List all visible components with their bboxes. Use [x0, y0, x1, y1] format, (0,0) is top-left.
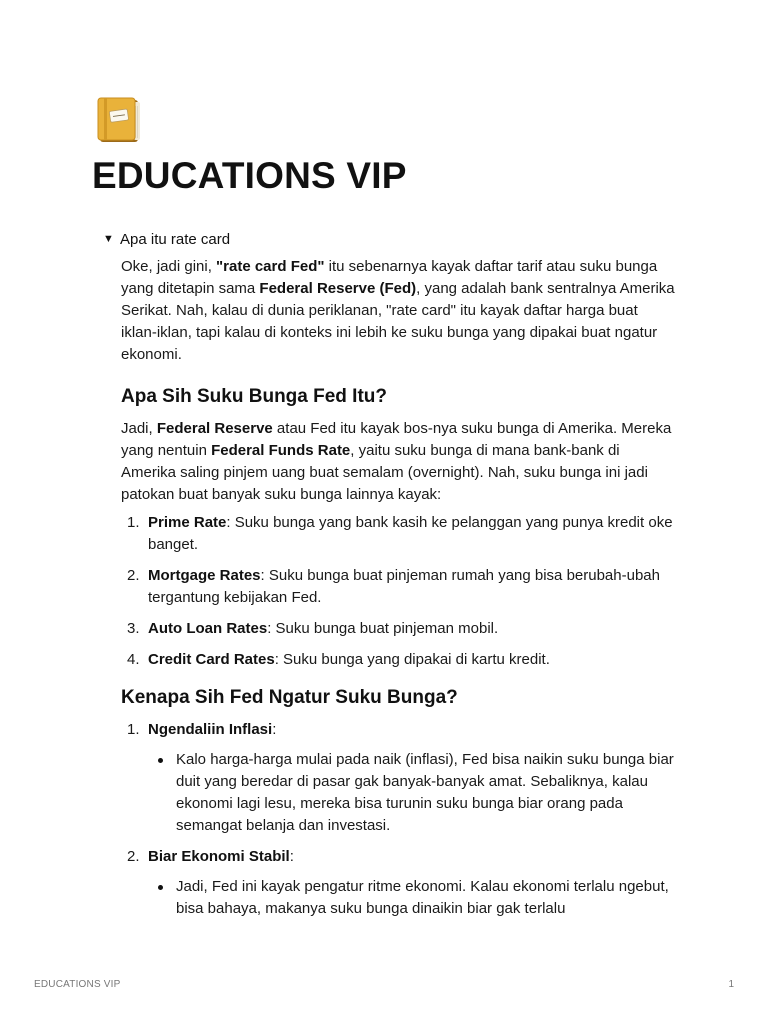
- toggle-block: [103, 229, 683, 249]
- triangle-down-icon[interactable]: ▼: [103, 233, 114, 245]
- section1-paragraph: Jadi, Federal Reserve atau Fed itu kayak bos-nya suku bunga di Amerika. Mereka yang nentuin Federal Funds Rate, yaitu suku bunga di mana bank-bank di Amerika saling pinjem uang buat semalam (overnight). Nah, suku bunga ini jadi patokan buat banyak suku bunga lainnya kayak:: [121, 420, 672, 503]
- bullet-dot-icon: [158, 758, 163, 763]
- page-title: EDUCATIONS VIP: [92, 155, 407, 196]
- list-item: 1. Prime Rate: Suku bunga yang bank kasih ke pelanggan yang punya kredit oke banget.: [127, 514, 673, 553]
- toggle-content: [121, 256, 677, 929]
- reasons-list: [121, 719, 677, 920]
- rates-list: [121, 512, 677, 671]
- bold-rate-card-fed: "rate card Fed": [216, 258, 325, 275]
- list-item: 2. Mortgage Rates: Suku bunga buat pinjeman rumah yang bisa berubah-ubah tergantung kebijakan Fed.: [127, 567, 660, 606]
- footer-title: EDUCATIONS VIP: [34, 979, 121, 990]
- bullet-list: [148, 876, 677, 920]
- list-item: 3. Auto Loan Rates: Suku bunga buat pinjeman mobil.: [127, 620, 499, 637]
- notebook-icon: [96, 94, 144, 146]
- bullet-list: [148, 749, 677, 837]
- bullet-dot-icon: [158, 885, 163, 890]
- intro-paragraph: Oke, jadi gini, "rate card Fed" itu sebenarnya kayak daftar tarif atau suku bunga yang ditetapin sama Federal Reserve (Fed), yang adalah bank sentralnya Amerika Serikat. Nah, kalau di dunia periklanan, "rate card" itu kayak daftar harga buat iklan-iklan, tapi kalau di konteks ini lebih ke suku bunga yang dipakai buat ngatur ekonomi.: [121, 258, 675, 363]
- page-number: 1: [728, 979, 734, 990]
- section-heading-suku-bunga-fed: Apa Sih Suku Bunga Fed Itu?: [121, 386, 387, 407]
- bullet-item: Kalo harga-harga mulai pada naik (inflasi), Fed bisa naikin suku bunga biar duit yang beredar di pasar gak banyak-banyak amat. Sebaliknya, kalau ekonomi lagi lesu, mereka bisa turunin suku bunga biar orang pada semangat belanja dan investasi.: [148, 749, 677, 837]
- bullet-item: Jadi, Fed ini kayak pengatur ritme ekonomi. Kalau ekonomi terlalu ngebut, bisa bahaya, makanya suku bunga dinaikin biar gak terlalu: [148, 876, 677, 920]
- bold-federal-reserve-fed: Federal Reserve (Fed): [259, 280, 417, 297]
- toggle-header[interactable]: [103, 229, 683, 249]
- list-item: 1. Ngendaliin Inflasi: Kalo harga-harga mulai pada naik (inflasi), Fed bisa naikin suku bunga biar duit yang beredar di pasar gak banyak-banyak amat. Sebaliknya, kalau ekonomi lagi lesu, mereka bisa turunin suku bunga biar orang pada semangat belanja dan investasi.: [121, 719, 677, 837]
- section-heading-kenapa-fed: Kenapa Sih Fed Ngatur Suku Bunga?: [121, 687, 458, 708]
- list-item: 2. Biar Ekonomi Stabil: Jadi, Fed ini kayak pengatur ritme ekonomi. Kalau ekonomi terlalu ngebut, bisa bahaya, makanya suku bunga dinaikin biar gak terlalu: [121, 846, 677, 920]
- toggle-label: Apa itu rate card: [120, 230, 231, 248]
- list-item: 4. Credit Card Rates: Suku bunga yang dipakai di kartu kredit.: [127, 651, 550, 668]
